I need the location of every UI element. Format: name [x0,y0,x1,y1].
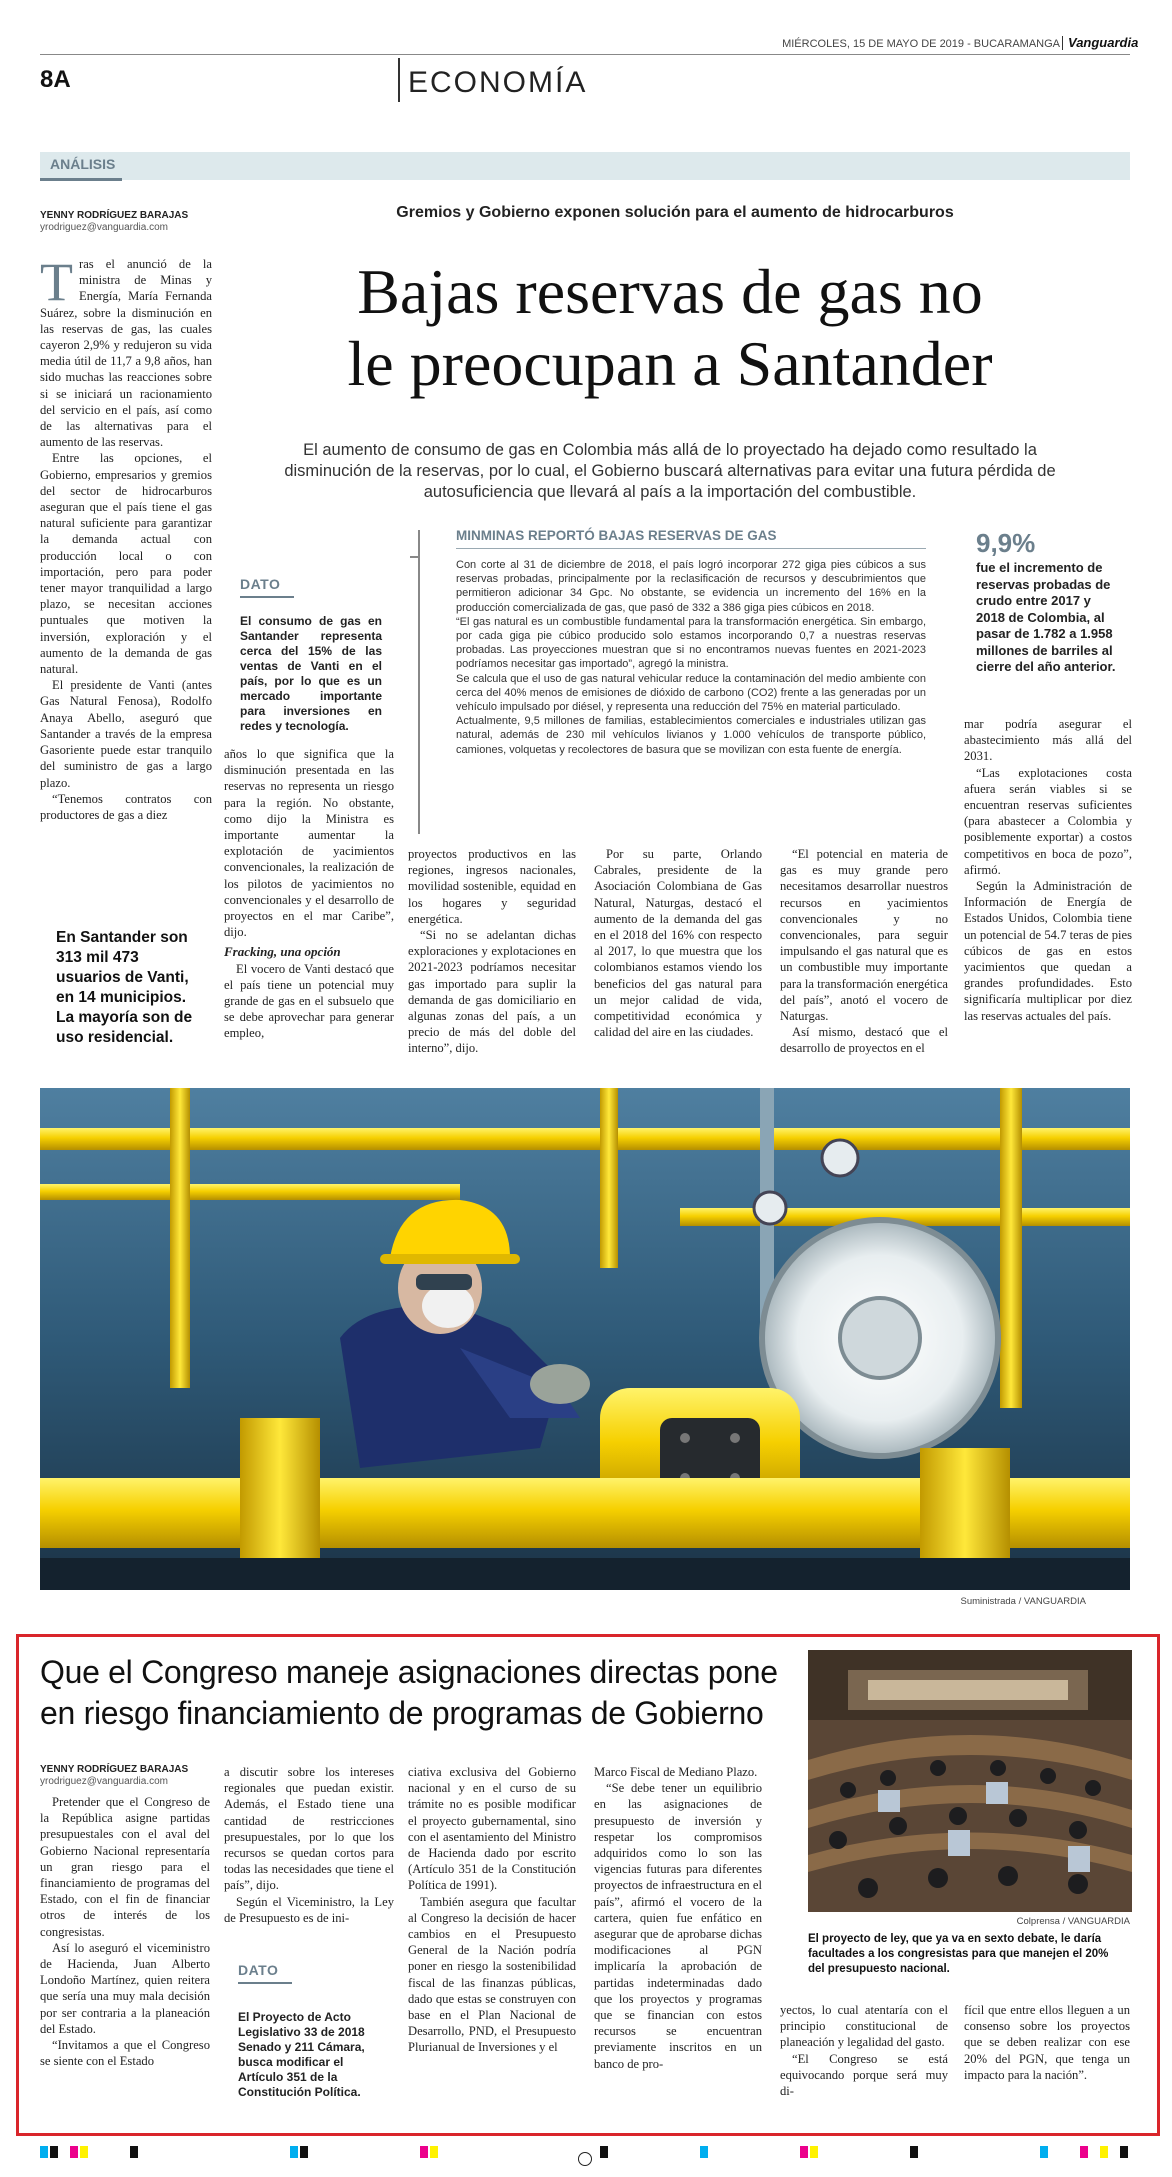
headline [270,256,1070,400]
headline-line1: Bajas reservas de gas no [357,256,983,327]
stat-text: fue el incremento de reservas probadas de crudo entre 2017 y 2018 de Colombia, al pasar de 1.782 a 1.958 millones de barriles al cierre del año anterior. [976,560,1116,674]
paragraph: “El potencial en materia de gas es muy grande pero necesitamos desarrollar nuestros recursos en yacimientos convencionales y no convencionales, para seguir impulsando el gas natural que es un combustible muy importante para la transformación energética del país”, anotó el vocero de Naturgas. [780,847,948,1024]
article2-col-5 [780,2002,948,2099]
article2-col-4 [594,1764,762,2072]
pull-quote: En Santander son 313 mil 473 usuarios de Vanti, en 14 municipios. La mayoría son de uso residencial. [56,929,193,1046]
article2-dato-text: El Proyecto de Acto Legislativo 33 de 2018 Senado y 211 Cámara, busca modificar el Artículo 351 de la Constitución Política. [238,2010,365,2099]
article2-author: YENNY RODRÍGUEZ BARAJAS [40,1764,189,1775]
sidebar-bracket [418,530,428,834]
sidebar-bracket-notch [410,556,420,558]
paragraph: “Las explotaciones costa afuera serán viables si se encuentran reservas suficientes (para abastecer a Colombia y posiblemente exportar) a costos competitivos en boca de pozo”, afirmó. [964,765,1132,877]
article2-headline-line2: en riesgo financiamiento de programas de Gobierno [40,1695,764,1731]
header-rule [40,54,1130,55]
paragraph: Marco Fiscal de Mediano Plazo. [594,1765,758,1779]
sidebar-paragraph: Se calcula que el uso de gas natural vehicular reduce la contaminación del medio ambiente con cerca del 40% menos de emisiones de dióxido de carbono (CO2) frente a las generadas por un vehículo impulsado por diésel, y representa una reducción del 75% en material particulado. [456,672,926,714]
article2-caption: El proyecto de ley, que ya va en sexto debate, le daría facultades a los congresistas para que manejen el 20% del presupuesto nacional. [808,1933,1109,1975]
paragraph: mar podría asegurar el abastecimiento más allá del 2031. [964,717,1132,764]
sidebar-title: MINMINAS REPORTÓ BAJAS RESERVAS DE GAS [456,528,777,543]
paragraph: “Tenemos contratos con productores de gas a diez [40,791,212,822]
crosshair-mark [578,2152,592,2166]
article2-dato-label: DATO [238,1962,279,1978]
paragraph: Entre las opciones, el Gobierno, empresarios y gremios del sector de hidrocarburos aseguran que el país tiene el gas natural suficiente para garantizar la demanda actual con producción local o con importación, pero para poder tener mayor tranquilidad a largo plazo, se necesitan acciones puntuales que motiven la inversión, exploración y el aumento de la demanda de gas natural. [40,451,212,677]
body-col-4 [594,846,762,1040]
article2-photo-credit: Colprensa / VANGUARDIA [1016,1916,1130,1927]
headline-line2: le preocupan a Santander [347,328,993,399]
body-col-1 [40,252,212,823]
author-name: YENNY RODRÍGUEZ BARAJAS [40,210,189,221]
dato-rule [240,596,294,598]
sidebar-paragraph: Actualmente, 9,5 millones de familias, establecimientos comerciales e industriales utilizan gas natural, además de 230 mil vehículos livianos y 1.000 vehículos de transporte público, camiones, volquetas y recolectores de basura que se movilizan con esta fuente de energía. [456,715,926,756]
sidebar-body [456,558,926,757]
paragraph: proyectos productivos en las regiones, ingresos nacionales, movilidad sostenible, equidad en los hogares y seguridad energética. [408,847,576,926]
paragraph: ciativa exclusiva del Gobierno nacional y en el curso de su trámite no es posible modificar el proyecto gubernamental, sino con el asentamiento del Ministro de Hacienda dado por escrito (Artículo 351 de la Constitución Política de 1991). [408,1765,576,1893]
subhead: Fracking, una opción [224,944,341,960]
tag-bar-accent [40,178,122,181]
paragraph: Según el Viceministro, la Ley de Presupuesto es de ini- [224,1894,394,1925]
author-email: yrodriguez@vanguardia.com [40,222,168,233]
paragraph: ras el anunció de la ministra de Minas y Energía, María Fernanda Suárez, sobre la disminución en las reservas de gas, las cuales cayeron 2,9% y redujeron su vida media útil de 11,7 a 9,8 años, han sido muchas las reacciones sobre si se iniciará un racionamiento del servicio en el país, así como de las alternativas para el aumento de las reservas. [40,257,212,450]
paragraph: También asegura que facultar al Congreso la decisión de hacer cambios en el Presupuesto General de la Nación podría poner en riesgo la sostenibilidad fiscal de las finanzas públicas, dado que estas se construyen con base en el Plan Nacional de Desarrollo, PND, el Presupuesto Plurianual de Inversiones y el [408,1894,576,2055]
dato-label: DATO [240,576,281,592]
body-col-5 [780,846,948,1057]
paragraph: yectos, lo cual atentaría con el principio constitucional de planeación y legalidad del gasto. [780,2003,948,2050]
paragraph: “El Congreso se está equivocando porque será muy di- [780,2051,948,2099]
paragraph: “Se debe tener un equilibrio en las asignaciones de presupuesto de inversión y respetar los compromisos adquiridos como lo son las vigencias futuras para diferentes proyectos de infraestructura en el país”, afirmó el vocero de la cartera, quien fue enfático en asegurar que de aprobarse dichas modificaciones al PGN implicaría la aprobación de partidas indeterminadas dado que los proyectos y programas que se financian con estos recursos se encuentran previamente inscritos en un banco de pro- [594,1781,762,2071]
sidebar-paragraph: Con corte al 31 de diciembre de 2018, el país logró incorporar 272 giga pies cúbicos a sus reservas probadas, principalmente por la reclasificación de recursos y descubrimientos que permitieron adicionar 34 Gpc. No obstante, se evidencia un incremento del 16% en la producción comercializada de gas, que pasó de 332 a 386 giga pies cúbicos en 2018. [456,559,926,614]
article2-col-2 [224,1764,394,1926]
body-col-6 [964,716,1132,1024]
paragraph: fícil que entre ellos lleguen a un consenso sobre los proyectos que se deben realizar con ese 20% del PGN, que tenga un impacto para la nación”. [964,2003,1130,2082]
paragraph: Según la Administración de Información de Energía de Estados Unidos, Colombia tiene un potencial de 54.7 teras de pies cúbicos de gas en estos yacimientos que quedan a grandes profundidades. Esto significaría multiplicar por diez las reservas actuales del país. [964,879,1132,1023]
tag-bar [40,152,1130,180]
main-photo [40,1088,1130,1590]
stat-value: 9,9% [976,528,1036,558]
section-divider [398,58,400,102]
paragraph: Pretender que el Congreso de la República asigne partidas presupuestales con el aval del Gobierno Nacional representaría un gran riesgo para el financiamiento de programas del Estado, con el fin de financiar otros de interés de los congresistas. [40,1795,210,1939]
gas-worker-photo [40,1088,1130,1590]
article2-headline-line1: Que el Congreso maneje asignaciones directas pone [40,1654,778,1690]
paragraph: “Invitamos a que el Congreso se siente con el Estado [40,2038,210,2069]
paragraph: años lo que significa que la disminución presentada en las reservas no representa un riesgo para la región. No obstante, como dijo la Ministra es importante aumentar la explotación de yacimientos convencionales, la realización de los pilotos de yacimientos no convencionales y el desarrollo de proyectos en el mar Caribe”, dijo. [224,747,394,940]
dateline: MIÉRCOLES, 15 DE MAYO DE 2019 - BUCARAMANGA [782,38,1060,50]
article2-col-1 [40,1794,210,2069]
paragraph: Así mismo, destacó que el desarrollo de proyectos en el [780,1025,948,1056]
tag-label: ANÁLISIS [50,156,116,172]
paragraph: Por su parte, Orlando Cabrales, presidente de la Asociación Colombiana de Gas Natural, Naturgas, destacó el aumento de la demanda del gas en el 2018 del 16% con respecto al 2017, lo que muestra que los colombianos estamos viendo los beneficios del gas natural para un mejor calidad de vida, competitividad económica y calidad del aire en las ciudades. [594,847,762,1040]
body-col-3 [408,846,576,1057]
article2-dato-rule [238,1982,292,1984]
kicker: Gremios y Gobierno exponen solución para el aumento de hidrocarburos [396,204,954,221]
article2-col-6 [964,2002,1130,2083]
article2-col-3 [408,1764,576,2056]
brand-logo: Vanguardia [1068,35,1139,50]
congress-chamber-photo [808,1650,1132,1912]
article2-headline [40,1652,800,1734]
section-title: ECONOMÍA [408,66,588,99]
header-divider-small [1062,36,1063,50]
paragraph: El vocero de Vanti destacó que el país tiene un potencial muy grande de gas en el subsuelo que se debe aprovechar para generar empleo, [224,961,394,1041]
sidebar-title-rule [456,548,926,549]
paragraph: a discutir sobre los intereses regionales que puedan existir. Además, el Estado tiene una cantidad de restricciones presupuestales, por lo que los recursos se quedan cortos para todas las necesidades que tiene el país”, dijo. [224,1765,394,1893]
drop-cap: T [40,252,73,312]
sidebar-paragraph: “El gas natural es un combustible fundamental para la transformación energética. Sin embargo, por cada giga pie cúbico producido solo estamos incorporando 0,7 a nuestras reservas probadas. Las proyecciones muestran que si no encontramos nuevas fuentes en 2021-2023 podríamos necesitar gas importado”, agregó la ministra. [456,615,926,671]
paragraph: Así lo aseguró el viceministro de Hacienda, Juan Alberto Londoño Martínez, quien reitera que sería una muy mala decisión por ser contraria a la planeación del Estado. [40,1940,210,2036]
dato-text: El consumo de gas en Santander representa cerca del 15% de las ventas de Vanti en el país, por lo que es un mercado importante para inversiones en redes y tecnología. [240,614,382,733]
photo-credit: Suministrada / VANGUARDIA [960,1596,1086,1607]
page-number: 8A [40,66,71,93]
congress-photo [808,1650,1132,1912]
article2-email: yrodriguez@vanguardia.com [40,1776,168,1787]
paragraph: “Si no se adelantan dichas exploraciones y explotaciones en 2021-2023 podríamos necesitar gas importado para suplir la demanda de gas domiciliario en algunas zonas del país, a un precio de más del doble del interno”, dijo. [408,928,576,1056]
body-col-2 [224,746,394,1042]
deck: El aumento de consumo de gas en Colombia más allá de lo proyectado ha dejado como resultado la disminución de la reservas, por lo cual, el Gobierno buscará alternativas para evitar una futura pérdida de autosuficiencia que llevará al país a la importación del combustible. [284,441,1056,501]
paragraph: El presidente de Vanti (antes Gas Natural Fenosa), Rodolfo Anaya Abello, aseguró que Santander a través de la empresa Gasoriente puede estar tranquilo del suministro de gas a largo plazo. [40,678,212,790]
